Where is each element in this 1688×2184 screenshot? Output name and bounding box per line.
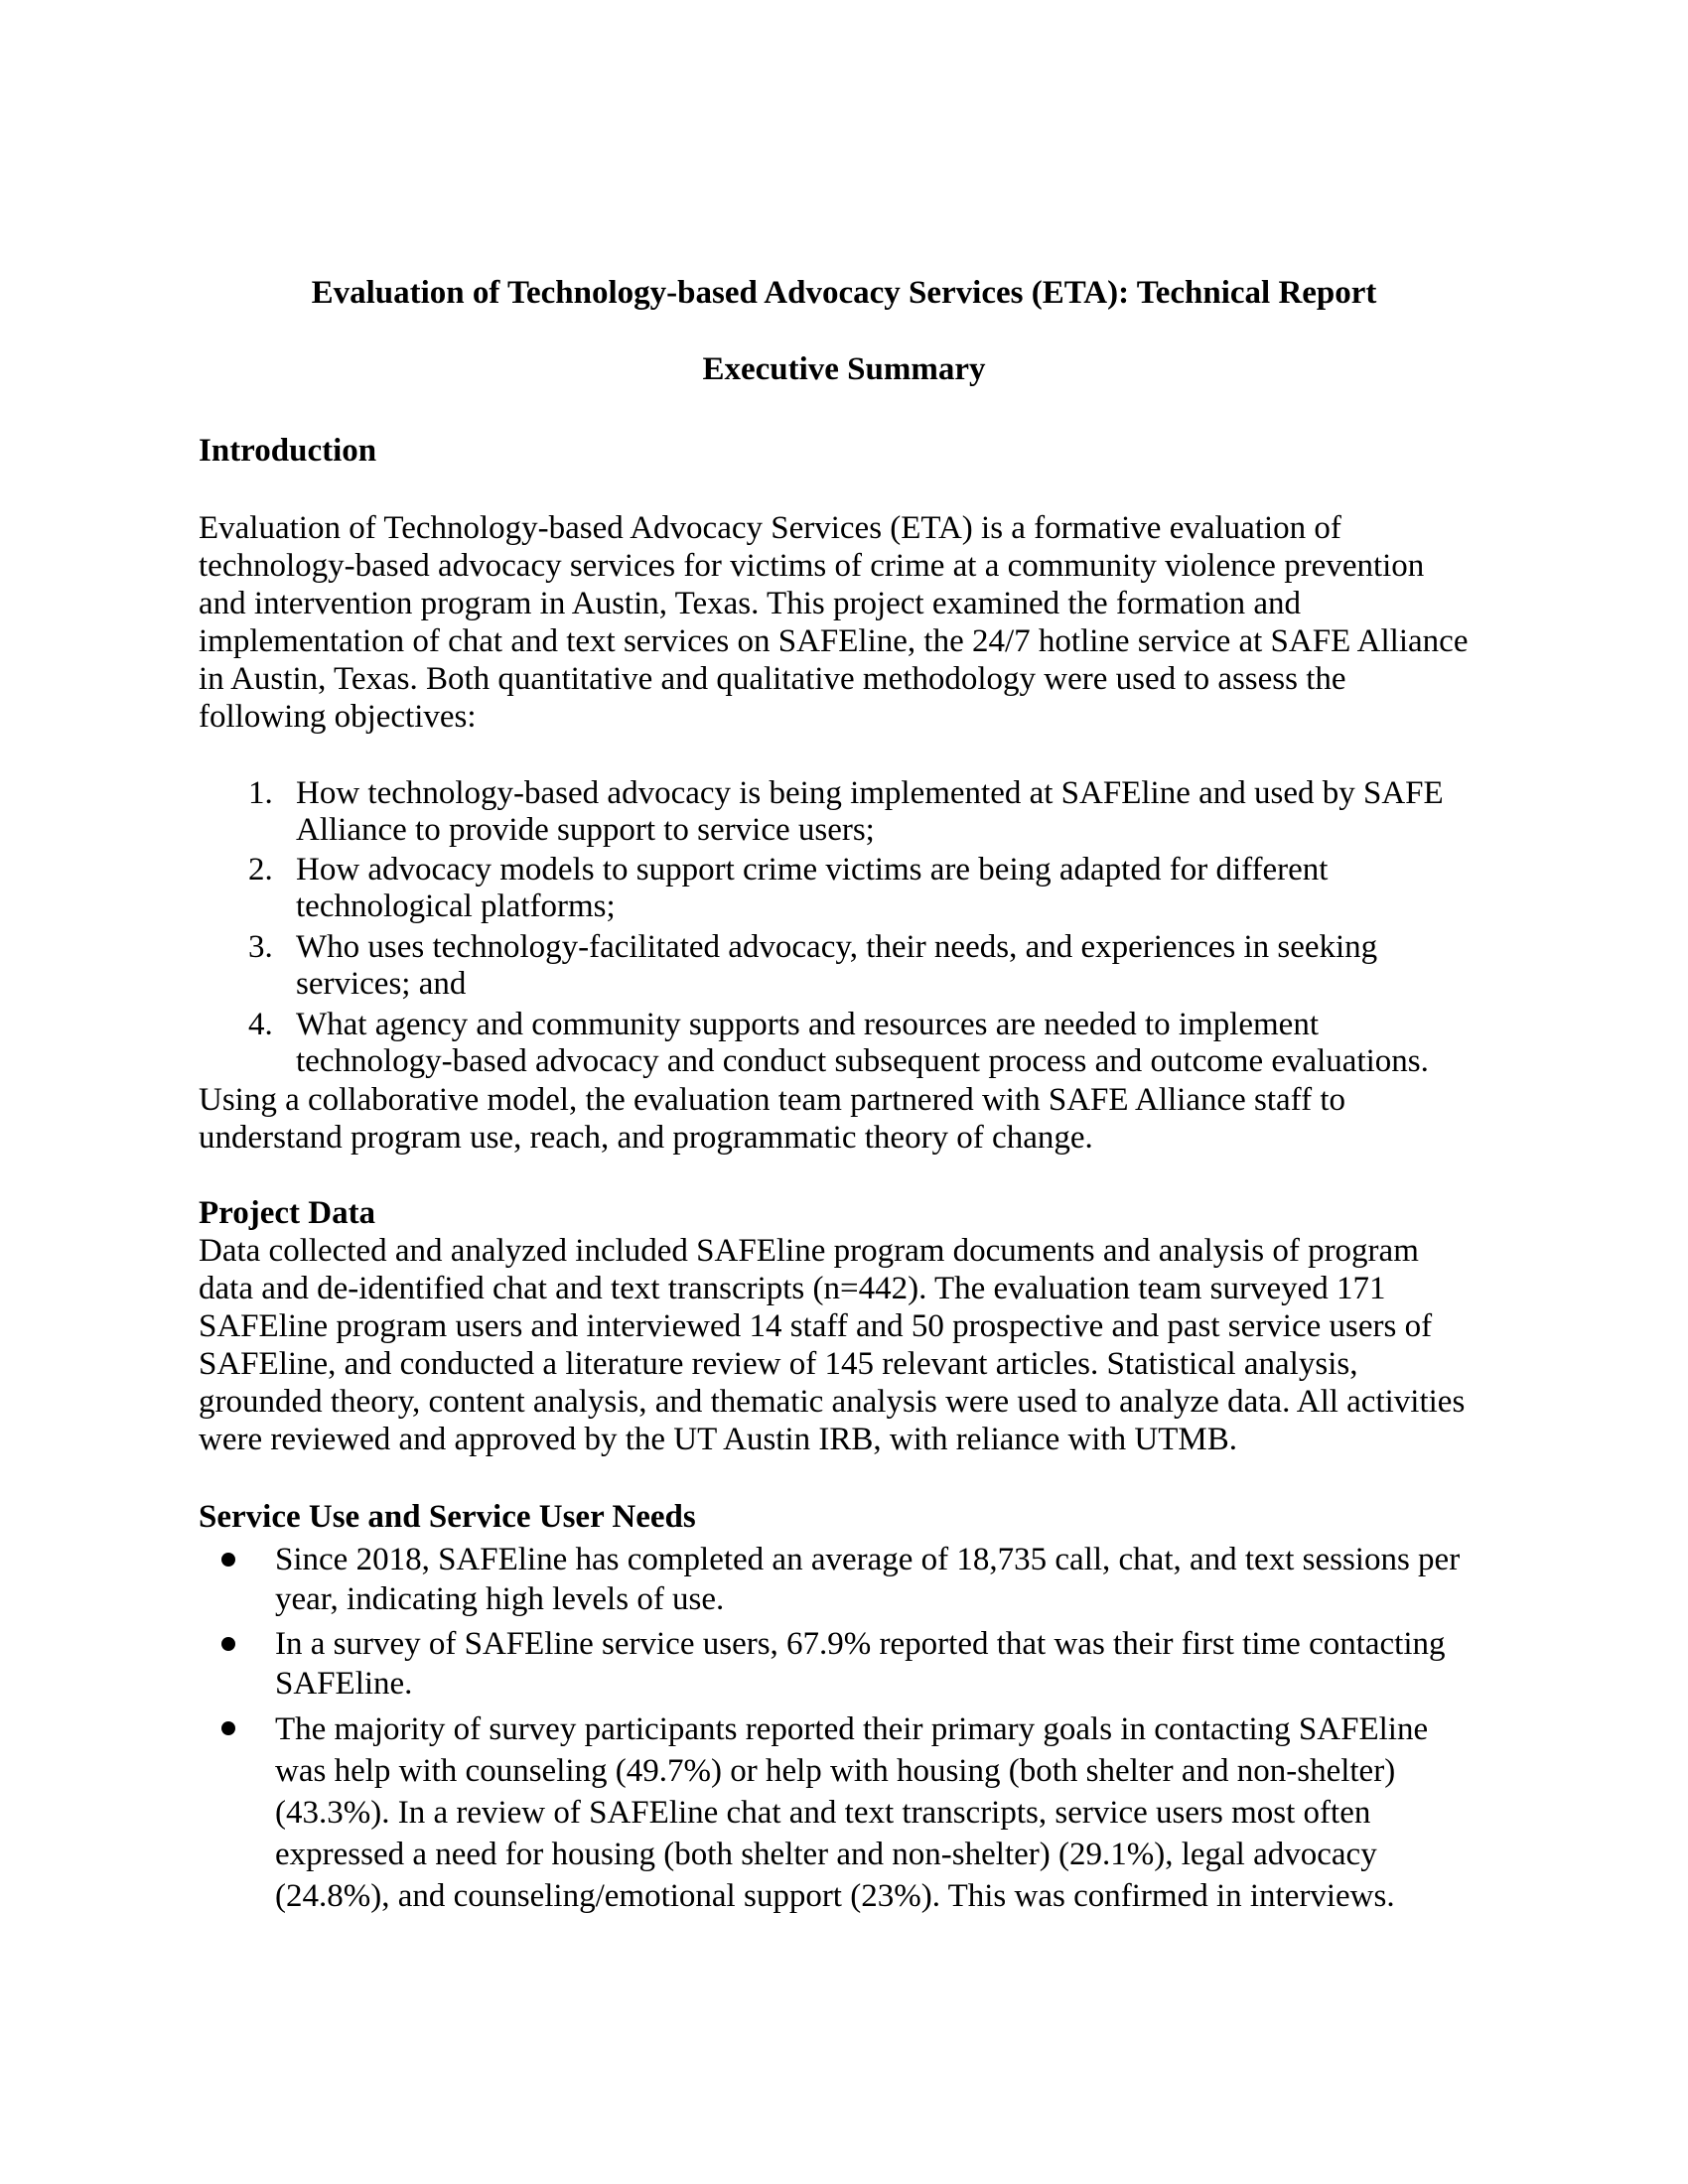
document-subtitle: Executive Summary [702, 351, 986, 387]
list-number: 2. [248, 852, 273, 887]
text-line: Alliance to provide support to service users; [296, 812, 875, 848]
text-line: (43.3%). In a review of SAFEline chat and text transcripts, service users most often [275, 1795, 1371, 1831]
text-line: following objectives: [199, 699, 477, 735]
text-line: implementation of chat and text services on SAFEline, the 24/7 hotline service at SAFE Alliance [199, 623, 1469, 659]
text-line: services; and [296, 966, 467, 1002]
document-content [199, 0, 1489, 2184]
text-line: grounded theory, content analysis, and thematic analysis were used to analyze data. All activities [199, 1384, 1466, 1420]
introduction-closing-paragraph [199, 1081, 1489, 1157]
text-line: year, indicating high levels of use. [275, 1581, 725, 1617]
text-line: How technology-based advocacy is being implemented at SAFEline and used by SAFE [296, 775, 1444, 811]
bullet-icon [221, 1721, 235, 1735]
section-heading-introduction: Introduction [199, 433, 377, 469]
text-line: (24.8%), and counseling/emotional support (23%). This was confirmed in interviews. [275, 1878, 1395, 1914]
list-number: 3. [248, 929, 273, 965]
text-line: and intervention program in Austin, Texas. This project examined the formation and [199, 586, 1301, 621]
list-number: 4. [248, 1007, 273, 1042]
introduction-paragraph [199, 509, 1489, 736]
text-line: How advocacy models to support crime victims are being adapted for different [296, 852, 1329, 887]
text-line: Since 2018, SAFEline has completed an average of 18,735 call, chat, and text sessions per [275, 1542, 1461, 1577]
list-number: 1. [248, 775, 273, 811]
section-heading-project-data: Project Data [199, 1195, 376, 1231]
text-line: SAFEline program users and interviewed 14 staff and 50 prospective and past service users of [199, 1308, 1433, 1344]
text-line: What agency and community supports and resources are needed to implement [296, 1007, 1319, 1042]
text-line: Who uses technology-facilitated advocacy, their needs, and experiences in seeking [296, 929, 1378, 965]
bullet-icon [221, 1637, 235, 1651]
text-line: were reviewed and approved by the UT Austin IRB, with reliance with UTMB. [199, 1422, 1237, 1457]
text-line: Using a collaborative model, the evaluation team partnered with SAFE Alliance staff to [199, 1082, 1345, 1118]
service-use-bullet-3 [199, 1708, 1489, 1917]
text-line: SAFEline. [275, 1666, 413, 1702]
text-line: was help with counseling (49.7%) or help with housing (both shelter and non-shelter) [275, 1753, 1396, 1789]
objective-item-4 [199, 1007, 1489, 1080]
text-line: The majority of survey participants reported their primary goals in contacting SAFEline [275, 1711, 1429, 1747]
bullet-icon [221, 1553, 235, 1567]
objective-item-3 [199, 929, 1489, 1003]
text-line: Data collected and analyzed included SAFEline program documents and analysis of program [199, 1233, 1419, 1269]
text-line: understand program use, reach, and programmatic theory of change. [199, 1120, 1093, 1156]
objective-item-2 [199, 852, 1489, 925]
service-use-bullet-1 [199, 1540, 1489, 1619]
text-line: technology-based advocacy and conduct subsequent process and outcome evaluations. [296, 1043, 1429, 1079]
text-line: technological platforms; [296, 888, 616, 924]
service-use-bullet-2 [199, 1624, 1489, 1704]
text-line: technology-based advocacy services for victims of crime at a community violence prevention [199, 548, 1425, 584]
text-line: in Austin, Texas. Both quantitative and qualitative methodology were used to assess the [199, 661, 1346, 697]
project-data-paragraph [199, 1232, 1489, 1458]
document-title: Evaluation of Technology-based Advocacy Services (ETA): Technical Report [311, 275, 1377, 311]
text-line: In a survey of SAFEline service users, 67.9% reported that was their first time contacting [275, 1626, 1446, 1662]
text-line: SAFEline, and conducted a literature review of 145 relevant articles. Statistical analysis, [199, 1346, 1358, 1382]
section-heading-service-use: Service Use and Service User Needs [199, 1499, 696, 1535]
objective-item-1 [199, 775, 1489, 849]
text-line: data and de-identified chat and text transcripts (n=442). The evaluation team surveyed 171 [199, 1271, 1386, 1306]
text-line: Evaluation of Technology-based Advocacy Services (ETA) is a formative evaluation of [199, 510, 1341, 546]
text-line: expressed a need for housing (both shelter and non-shelter) (29.1%), legal advocacy [275, 1837, 1377, 1872]
